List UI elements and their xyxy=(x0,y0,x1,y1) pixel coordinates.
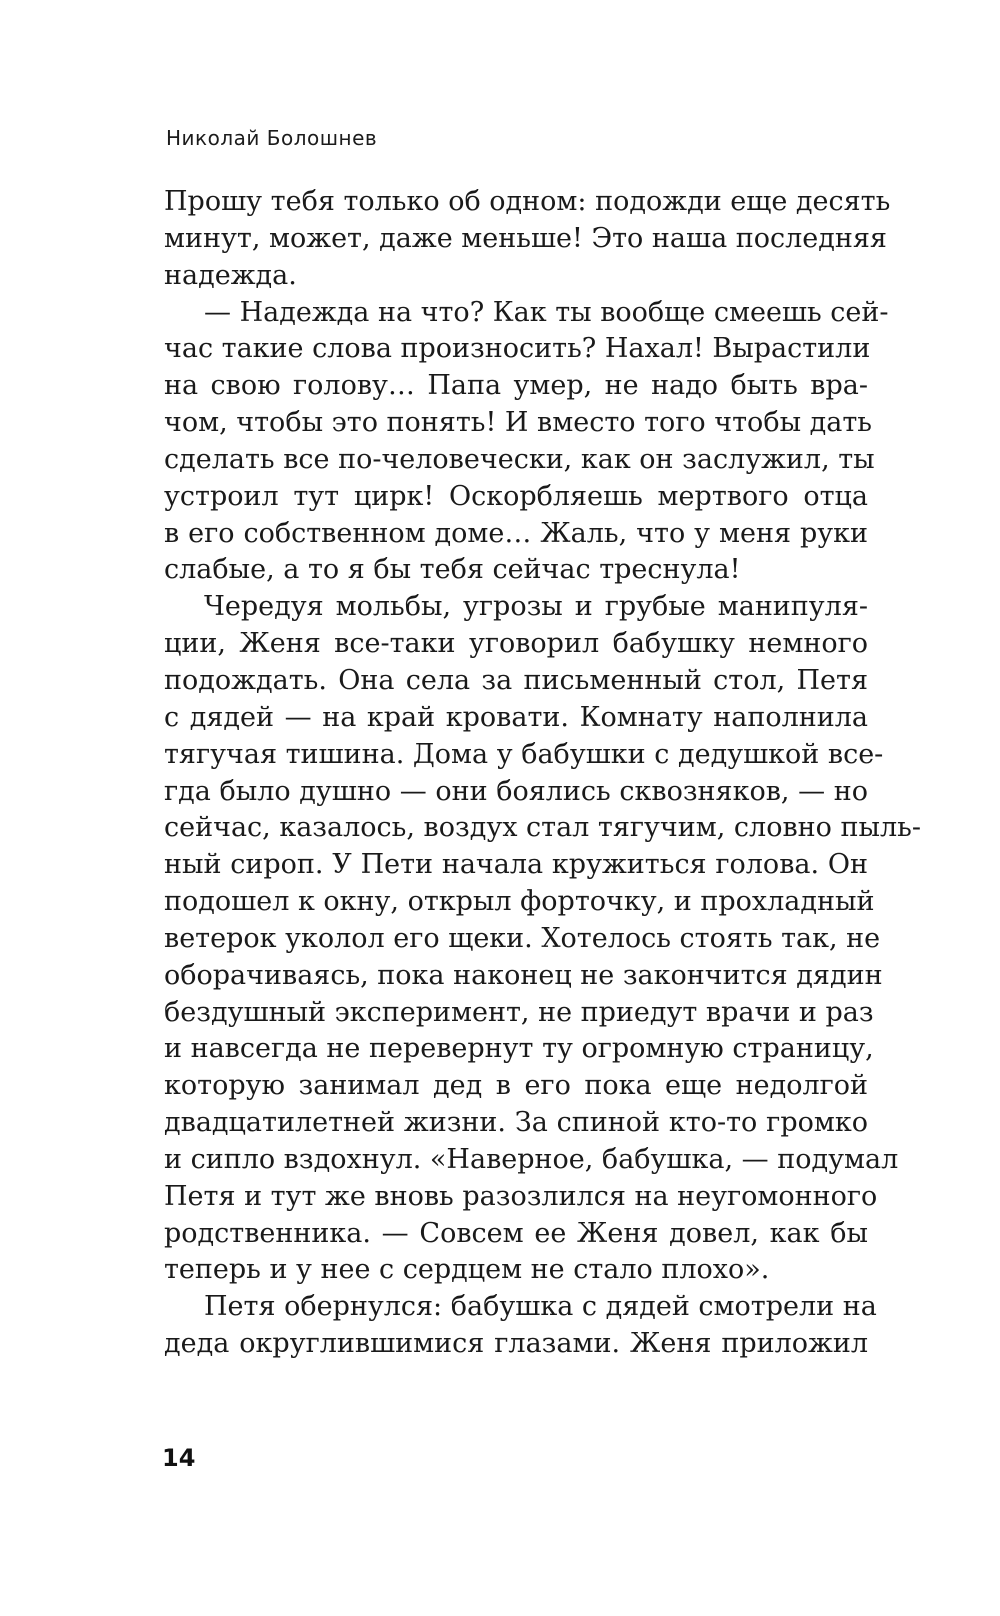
text-line: сделать все по-человечески, как он заслужил, ты xyxy=(164,443,875,475)
text-line: оборачиваясь, пока наконец не закончится дядин xyxy=(164,959,883,991)
body-text xyxy=(164,184,921,1363)
text-line: бездушный эксперимент, не приедут врачи и раз xyxy=(164,996,874,1028)
text-line: надежда. xyxy=(164,259,297,291)
text-line: на свою голову… Папа умер, не надо быть вра- xyxy=(164,370,868,402)
text-line: родственника. — Совсем ее Женя довел, как бы xyxy=(164,1217,868,1249)
text-line: Прошу тебя только об одном: подожди еще десять xyxy=(164,186,891,217)
text-line: ный сироп. У Пети начала кружиться голова. Он xyxy=(164,849,868,881)
text-line: час такие слова произносить? Нахал! Вырастили xyxy=(164,333,871,365)
text-line: теперь и у нее с сердцем не стало плохо». xyxy=(164,1254,770,1286)
text-line: ветерок уколол его щеки. Хотелось стоять так, не xyxy=(164,922,881,954)
text-line: ции, Женя все-таки уговорил бабушку немного xyxy=(164,628,868,660)
text-line: Петя обернулся: бабушка с дядей смотрели на xyxy=(204,1291,877,1323)
text-line: — Надежда на что? Как ты вообще смеешь сей- xyxy=(204,296,889,328)
text-line: и навсегда не перевернут ту огромную страницу, xyxy=(164,1033,874,1065)
paragraph xyxy=(164,295,889,590)
text-line: подошел к окну, открыл форточку, и прохладный xyxy=(164,886,875,918)
text-line: Петя и тут же вновь разозлился на неугомонного xyxy=(164,1180,878,1212)
text-line: устроил тут цирк! Оскорбляешь мертвого отца xyxy=(164,480,868,512)
text-line: минут, может, даже меньше! Это наша последняя xyxy=(164,222,887,254)
text-line: и сипло вздохнул. «Наверное, бабушка, — подумал xyxy=(164,1143,899,1175)
paragraph xyxy=(164,589,921,1289)
page-number: 14 xyxy=(162,1444,196,1472)
text-line: в его собственном доме… Жаль, что у меня руки xyxy=(164,517,868,549)
text-line: чом, чтобы это понять! И вместо того чтобы дать xyxy=(164,407,872,439)
text-line: сейчас, казалось, воздух стал тягучим, словно пыль- xyxy=(164,812,921,844)
text-line: которую занимал дед в его пока еще недолгой xyxy=(164,1070,868,1102)
running-head-author: Николай Болошнев xyxy=(166,126,378,150)
text-line: подождать. Она села за письменный стол, Петя xyxy=(164,664,868,696)
text-line: тягучая тишина. Дома у бабушки с дедушкой все- xyxy=(164,738,884,770)
text-line: Чередуя мольбы, угрозы и грубые манипуля- xyxy=(204,591,868,623)
text-line: деда округлившимися глазами. Женя приложил xyxy=(164,1328,868,1360)
text-line: двадцатилетней жизни. За спиной кто-то громко xyxy=(164,1107,868,1139)
paragraph xyxy=(164,184,891,295)
text-line: с дядей — на край кровати. Комнату наполнила xyxy=(164,701,868,733)
text-line: слабые, а то я бы тебя сейчас треснула! xyxy=(164,554,741,586)
text-line: гда было душно — они боялись сквозняков, — но xyxy=(164,775,868,807)
paragraph xyxy=(164,1289,877,1363)
